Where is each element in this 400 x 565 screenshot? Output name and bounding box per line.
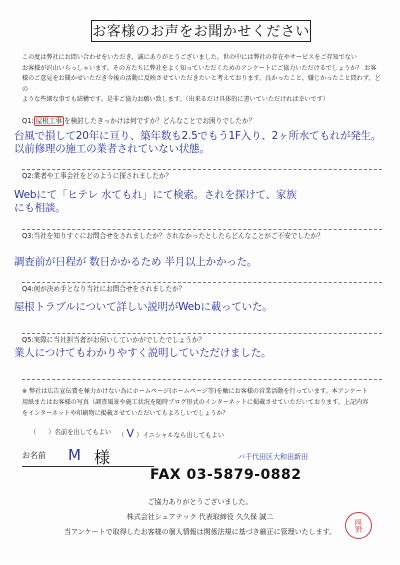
customer-initial-handwriting: M (68, 446, 81, 464)
publication-notice: ※ 弊社は広告宣伝費を極力かけない為にホームページ(ホームページ等)を軸にお客様の営業活動を行っています。本アンケート 用紙またはお客様の写真（調査風景や施工状況を随時ブログ形式のインターネットに掲載させていただいております。上記内容 をインターネットや印刷物に掲載させていただいてもよろしいでしょうか？ (22, 388, 369, 418)
answer-2-handwriting: Webにて「ヒテレ 水てもれ」にて検索。されを探けて、家族 にも相談。 (14, 189, 297, 214)
question-2: Q2:業者や工事会社をどのように探されましたか？ (22, 172, 173, 180)
question-5: Q5:実際に当社担当者がお伺いしていかがでしたでしょうか？ (22, 336, 206, 344)
question-4: Q4:何が決め手となり当社にお問合せをされましたか？ (22, 285, 186, 293)
seal-stamp: 岡 野 (343, 510, 373, 540)
page-title: お客様のお声をお聞かせください (91, 20, 311, 42)
divider (22, 379, 382, 380)
fax-number: FAX 03-5879-0882 (150, 467, 302, 483)
divider (22, 282, 382, 283)
name-label: お名前 (22, 451, 46, 460)
divider (22, 229, 382, 230)
question-1: Q1: 屋根工事 を検討したきっかけは何ですか？どんなことでお困りでしたか？ (22, 117, 256, 125)
check-mark: V (126, 427, 135, 440)
question-3: Q3:当社を知りすぐにお問合せをされましたか？されなかったとしたらどんなことがご不安でしたか？ (22, 232, 324, 240)
answer-4-handwriting: 屋根トラブルについて詳しい説明がWebに載っていた。 (14, 301, 273, 313)
consent-option-initials[interactable]: （ V ）イニシャルなら出してもよい (118, 427, 225, 440)
company-line: 株式会社シェアテック 代表取締役 久久保 誠二 (126, 513, 274, 521)
divider (22, 169, 382, 170)
thanks-line: ご協力ありがとうございました。 (147, 498, 253, 506)
address-handwriting: バ千代田区大和田新田 (238, 453, 308, 461)
answer-3-handwriting: 調査前が日程が 数日かかるため 半月以上かかった。 (14, 256, 258, 268)
answer-5-handwriting: 業人につけてもわかりやすく説明していただけました。 (14, 347, 272, 359)
highlighted-term: 屋根工事 (35, 117, 62, 125)
answer-1-handwriting: 台風で損して20年に亘り、築年数も2.5でもう1F入り、2ヶ所水てもれが発生。 以前修理の施工の業者されていない状態。 (14, 130, 382, 155)
consent-option-name[interactable]: （ ）名前を出してもよい (30, 429, 112, 436)
name-underline (22, 466, 154, 467)
privacy-line: 当アンケートで取得したお客様の個人情報は関係法規に基づき厳正に管理いたします。 (63, 528, 337, 536)
honorific: 様 (94, 448, 111, 467)
divider (22, 333, 382, 334)
intro-paragraph: この度は弊社にお問い合わせをいただき、誠にありがとうございました。世の中には弊社の存在やサービスをご存知でない お客様が沢山いらっしゃいます。その方たちに弊社をよく知っていただくためのアンケートにご協力いただけるでしょうか？ お客 様のご意見をお聞かせいただき今後の活動に反映させていただきたいと考えております。良かったこと、嫌じかったこと問わず、どの ような些細な事でも結構です。是非ご協力お願い致します。（出来るだけ具体的に書いていただければ幸いです） (22, 54, 381, 104)
